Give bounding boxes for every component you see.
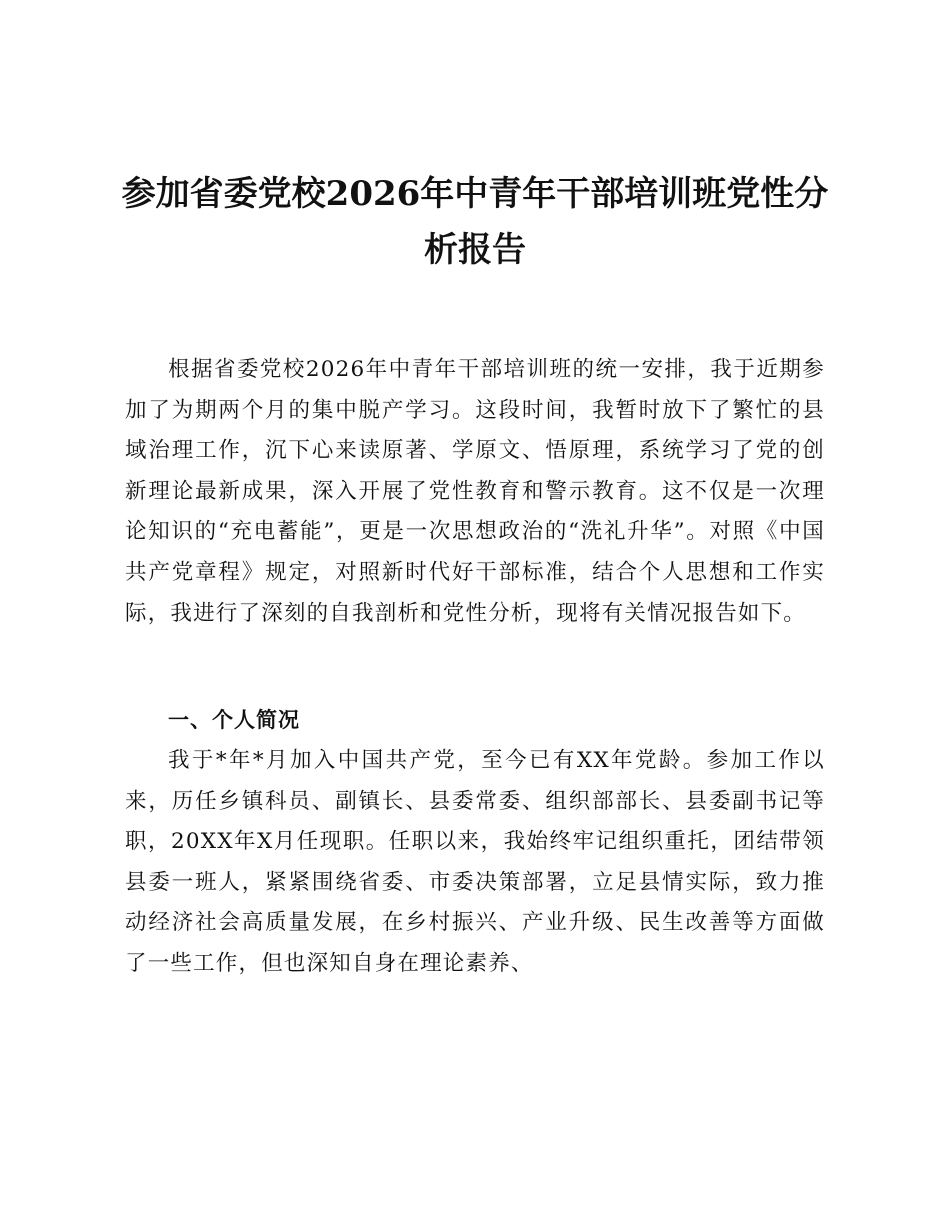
section-heading: 一、个人简况: [168, 708, 300, 732]
profile-paragraph: 我于*年*月加入中国共产党，至今已有XX年党龄。参加工作以来，历任乡镇科员、副镇长、县委常委、组织部部长、县委副书记等职，20XX年X月任现职。任职以来，我始终牢记组织重托，团结带领县委一班人，紧紧围绕省委、市委决策部署，立足县情实际，致力推动经济社会高质量发展，在乡村振兴、产业升级、民生改善等方面做了一些工作，但也深知自身在理论素养、: [125, 748, 825, 976]
intro-paragraph: 根据省委党校2026年中青年干部培训班的统一安排，我于近期参加了为期两个月的集中脱产学习。这段时间，我暂时放下了繁忙的县域治理工作，沉下心来读原著、学原文、悟原理，系统学习了党的创新理论最新成果，深入开展了党性教育和警示教育。这不仅是一次理论知识的“充电蓄能”，更是一次思想政治的“洗礼升华”。对照《中国共产党章程》规定，对照新时代好干部标准，结合个人思想和工作实际，我进行了深刻的自我剖析和党性分析，现将有关情况报告如下。: [125, 357, 825, 626]
document-title: 参加省委党校2026年中青年干部培训班党性分析报告: [121, 174, 829, 270]
